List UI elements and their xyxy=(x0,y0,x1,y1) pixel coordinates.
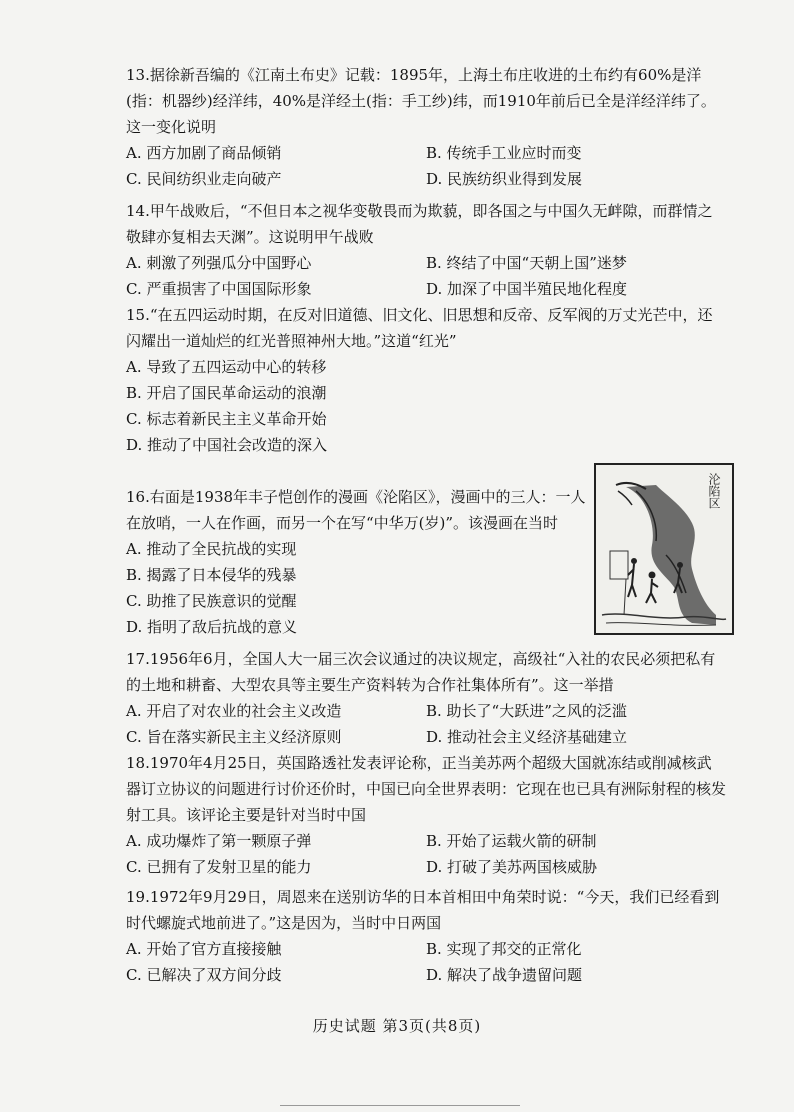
question-stem: 16.右面是1938年丰子恺创作的漫画《沦陷区》，漫画中的三人：一人在放哨，一人在作画，而另一个在写“中华万(岁)”。该漫画在当时 xyxy=(126,488,586,532)
question-stem: 19.1972年9月29日，周恩来在送别访华的日本首相田中角荣时说：“今天，我们已经看到时代螺旋式地前进了。”这是因为，当时中日两国 xyxy=(126,888,720,932)
option-c[interactable]: C. 严重损害了中国国际形象 xyxy=(126,280,312,298)
question-17 xyxy=(126,646,726,750)
option-c[interactable]: C. 标志着新民主主义革命开始 xyxy=(126,410,327,428)
option-list xyxy=(126,250,726,302)
page-footer: 历史试题 第3页(共8页) xyxy=(312,1017,482,1035)
cartoon-caption: 沦陷区 xyxy=(707,473,721,509)
question-18 xyxy=(126,750,726,880)
option-c[interactable]: C. 已拥有了发射卫星的能力 xyxy=(126,858,312,876)
question-14 xyxy=(126,198,726,302)
option-list xyxy=(126,354,726,458)
option-list xyxy=(126,828,726,880)
question-19 xyxy=(126,884,726,988)
option-d[interactable]: D. 指明了敌后抗战的意义 xyxy=(126,618,298,636)
option-b[interactable]: B. 实现了邦交的正常化 xyxy=(426,940,582,958)
question-stem: 14.甲午战败后，“不但日本之视华变敬畏而为欺藐，即各国之与中国久无衅隙，而群情之敬肆亦复相去天渊”。这说明甲午战败 xyxy=(126,202,713,246)
question-stem: 13.据徐新吾编的《江南土布史》记载：1895年，上海土布庄收进的土布约有60%是洋(指：机器纱)经洋纬，40%是洋经土(指：手工纱)纬，而1910年前后已全是洋经洋纬了。这一变化说明 xyxy=(126,66,716,136)
option-list xyxy=(126,698,726,750)
option-b[interactable]: B. 开启了国民革命运动的浪潮 xyxy=(126,384,327,402)
option-list xyxy=(126,140,726,192)
question-stem: 18.1970年4月25日，英国路透社发表评论称，正当美苏两个超级大国就冻结或削减核武器订立协议的问题进行讨价还价时，中国已向全世界表明：它现在也已具有洲际射程的核发射工具。该评论主要是针对当时中国 xyxy=(126,754,727,824)
option-d[interactable]: D. 加深了中国半殖民地化程度 xyxy=(426,280,628,298)
option-d[interactable]: D. 解决了战争遗留问题 xyxy=(426,966,583,984)
option-b[interactable]: B. 终结了中国“天朝上国”迷梦 xyxy=(426,254,627,272)
option-b[interactable]: B. 助长了“大跃进”之风的泛滥 xyxy=(426,702,627,720)
option-b[interactable]: B. 开始了运载火箭的研制 xyxy=(426,832,597,850)
question-16 xyxy=(126,484,586,640)
option-a[interactable]: A. 推动了全民抗战的实现 xyxy=(126,540,297,558)
option-c[interactable]: C. 已解决了双方间分歧 xyxy=(126,966,282,984)
option-c[interactable]: C. 助推了民族意识的觉醒 xyxy=(126,592,297,610)
question-stem: 17.1956年6月，全国人大一届三次会议通过的决议规定，高级社“入社的农民必须把私有的土地和耕畜、大型农具等主要生产资料转为合作社集体所有”。这一举措 xyxy=(126,650,716,694)
option-a[interactable]: A. 开启了对农业的社会主义改造 xyxy=(126,702,342,720)
option-list xyxy=(126,936,726,988)
option-b[interactable]: B. 揭露了日本侵华的残暴 xyxy=(126,566,297,584)
bottom-divider xyxy=(280,1105,520,1106)
option-d[interactable]: D. 民族纺织业得到发展 xyxy=(426,170,583,188)
option-c[interactable]: C. 旨在落实新民主主义经济原则 xyxy=(126,728,342,746)
question-stem: 15.“在五四运动时期，在反对旧道德、旧文化、旧思想和反帝、反军阀的万丈光芒中，还闪耀出一道灿烂的红光普照神州大地。”这道“红光” xyxy=(126,306,713,350)
option-a[interactable]: A. 开始了官方直接接触 xyxy=(126,940,282,958)
option-a[interactable]: A. 成功爆炸了第一颗原子弹 xyxy=(126,832,312,850)
option-d[interactable]: D. 打破了美苏两国核威胁 xyxy=(426,858,598,876)
option-b[interactable]: B. 传统手工业应时而变 xyxy=(426,144,582,162)
option-list xyxy=(126,536,586,640)
option-c[interactable]: C. 民间纺织业走向破产 xyxy=(126,170,282,188)
question-15 xyxy=(126,302,726,458)
question-13 xyxy=(126,62,726,192)
option-a[interactable]: A. 导致了五四运动中心的转移 xyxy=(126,358,327,376)
option-d[interactable]: D. 推动了中国社会改造的深入 xyxy=(126,436,328,454)
option-a[interactable]: A. 西方加剧了商品倾销 xyxy=(126,144,282,162)
option-d[interactable]: D. 推动社会主义经济基础建立 xyxy=(426,728,628,746)
option-a[interactable]: A. 刺激了列强瓜分中国野心 xyxy=(126,254,312,272)
cartoon-image xyxy=(594,463,734,635)
